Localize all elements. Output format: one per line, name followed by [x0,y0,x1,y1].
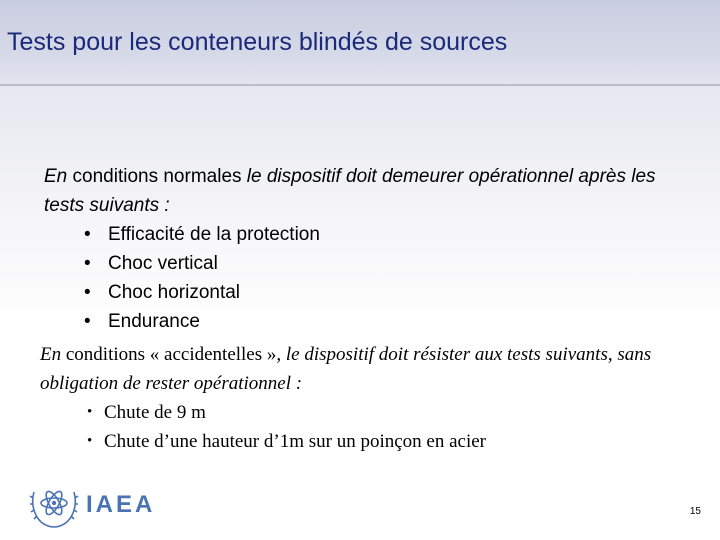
page-number: 15 [689,506,701,517]
list-item [44,220,694,249]
intro-plain: conditions « accidentelles » [61,344,277,365]
title-bar [0,0,720,86]
normal-tests-list [44,220,694,336]
iaea-logo [28,480,168,530]
accident-conditions-intro [40,340,700,398]
accident-tests-list [40,398,700,456]
list-item-text: Endurance [108,311,200,332]
list-item-text: Chute de 9 m [104,402,206,423]
normal-conditions-intro [44,162,694,220]
bullet-icon: • [87,433,93,449]
list-item [40,427,700,456]
accident-conditions-section [40,340,700,456]
bullet-icon: • [84,282,91,303]
list-item [40,398,700,427]
bullet-icon: • [84,253,91,274]
list-item [44,278,694,307]
list-item-text: Choc vertical [108,253,218,274]
normal-conditions-section [44,162,694,336]
intro-rest: , le dispositif doit résister aux tests suivants, sans obligation de rester opérationnel : [40,344,652,394]
intro-rest: le dispositif doit demeurer opérationnel après les tests suivants : [44,166,656,216]
slide-title: Tests pour les conteneurs blindés de sources [7,28,508,56]
list-item [44,307,694,336]
list-item-text: Efficacité de la protection [108,224,320,245]
iaea-atom-emblem-icon [28,480,80,530]
list-item-text: Choc horizontal [108,282,241,303]
logo-text: IAEA [86,491,156,518]
intro-lead: En [40,344,62,365]
intro-lead: En [44,166,68,187]
bullet-icon: • [87,404,93,420]
list-item [44,249,694,278]
list-item-text: Chute d’une hauteur d’1m sur un poinçon en acier [104,431,486,452]
bullet-icon: • [84,311,91,332]
intro-plain: conditions normales [67,166,242,187]
bullet-icon: • [84,224,91,245]
